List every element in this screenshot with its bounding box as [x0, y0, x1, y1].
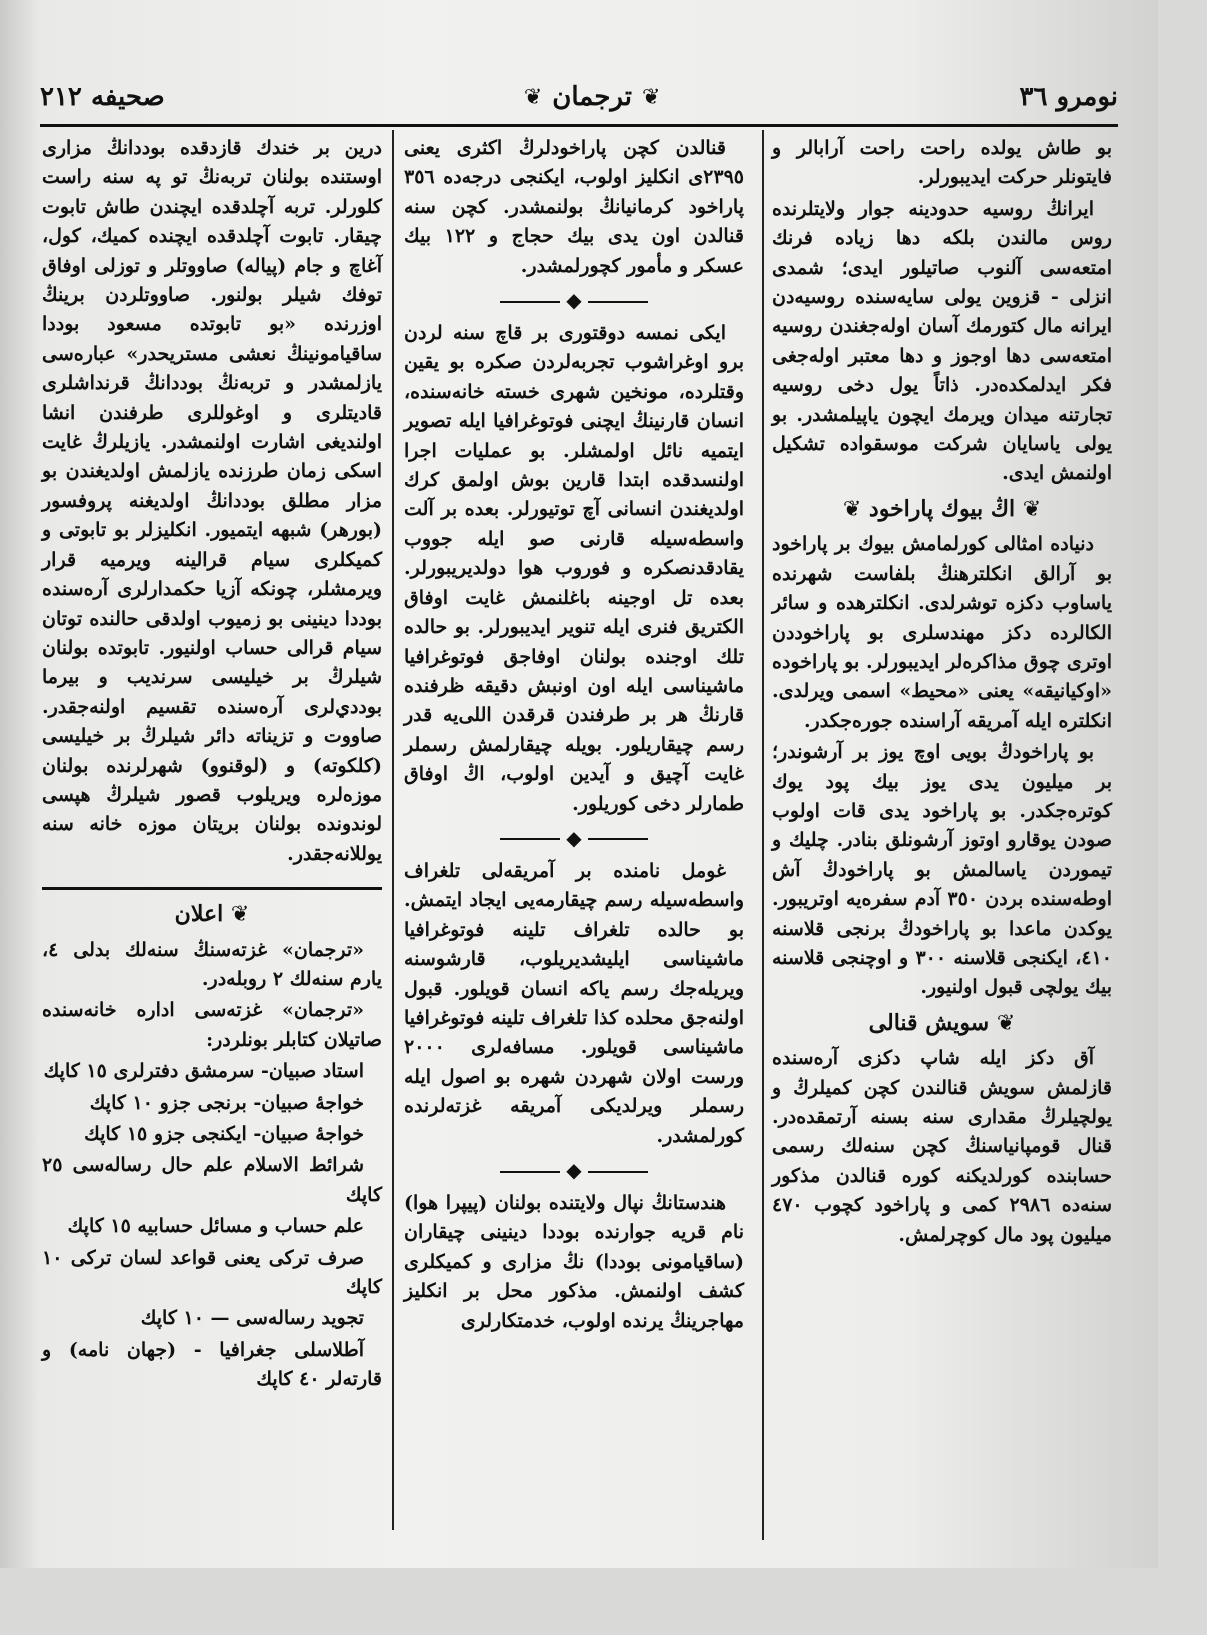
heading-text: سويش قنالی: [868, 1009, 990, 1036]
ad-line: «ترجمان» غزته‌سی اداره خانه‌سنده صاتيلان کتابلر بونلردر:: [42, 999, 382, 1051]
ad-line: استاد صبيان- سرمشق دفترلری ١٥ کاپك: [43, 1060, 364, 1083]
ad-heading: [42, 900, 382, 929]
paragraph: غومل نامنده بر آمريقه‌لی تلغراف واسطه‌سيله رسم چيقارمه‌يی ايجاد ايتمش. بو حالده تلغراف تلينه فوتوغرافيا ماشيناسی ايليشديريلوب، قارشوسنه ويريله‌جك رسم ياکه انسان قويلور. قبول اولنه‌جق محلده کذا تلغراف تلينه فوتوغرافيا ماشيناسی قويلور. مسافه‌لری ٢٠٠٠ ورست اولان شهردن شهره بو اصول ايله رسملر ويرلديکی آمريقه غزته‌لرنده کورلمشدر.: [404, 859, 744, 1147]
ornament-icon: ❦: [523, 84, 543, 110]
ornament-icon: ❦: [996, 1010, 1016, 1036]
issue-number: نومرو ٣٦: [1019, 82, 1118, 112]
article-column-right: [772, 134, 1112, 1252]
paragraph: درين بر خندك قازدقده بوددانڭ مزاری اوستنده بولنان تربه‌نڭ تو په سنه راست کلورلر. تربه آچلدقده ايچندن طاش تابوت چيقار. تابوت آچلدقده ايچنده کميك، کول، آغاچ و جام (پياله) صاووتلر و توزلی اوفاق توفك شيلر بولنور. صاووتلردن برينڭ اوزرنده «بو تابوتده مسعود بوددا ساقيامونينڭ نعشی مستريحدر» عباره‌سی يازلمشدر و تربه‌نڭ بوددانڭ قرنداشلری قاديتلری و اوغوللری طرفندن انشا اولنديغی اشارت اولنمشدر. يازيلرڭ غايت اسکی زمان طرزنده يازلمش اولديغندن بو مزار مطلق بوددانڭ اولديغنه پروفسور (بورهر) شبهه ايتميور. انکليزلر بو تابوتی و کميکلری سيام قرالينه ويرميه قرار ويرمشلر، چونکه آزيا حکمدارلری آره‌سنده بوددا دينينی بو زميوب اولدقی حالنده توتان سيام قرالی حساب اولنيور. تابوتده بولنان شيلرڭ بر خيليسی سرنديب و بيرما بوددي‌لری آره‌سنده تقسيم اولنه‌جقدر. صاووت و تزيناته دائر شيلرڭ بر خيليسی (کلکوته) و (لوقنوو) شهرلرنده بولنان موزه‌لره ويريلوب قصور شيلرڭ هپسی لوندونده بولنان بريتان موزه خانه سنه يوللانه‌جقدر.: [42, 137, 382, 865]
ad-line: علم حساب و مسائل حسابيه ١٥ کاپك: [67, 1215, 364, 1238]
ornament-icon: ❦: [641, 84, 661, 110]
ornament-icon: ❦: [1022, 496, 1042, 522]
paragraph: ايرانڭ روسيه حدودينه جوار ولايتلرنده روس مالندن بلکه دها زياده فرنك امتعه‌سی آلنوب صاتيلور ايدی؛ شمدی انزلی - قزوين يولی سايه‌سنده روسيه‌دن ايرانه مال کتورمك آسان اوله‌جغندن روسيه امتعه‌سی دها اوجوز و دها معتبر اوله‌جغی فکر ايدلمکده‌در. ذاتاً يول دخی روسيه تجارتنه ميدان ويرمك ايچون ياپيلمشدر. بو يولی ياسايان شرکت موسقواده تشکيل اولنمش ايدی.: [772, 197, 1112, 485]
ad-line: «ترجمان» غزته‌سنڭ سنه‌لك بدلی ٤، يارم سنه‌لك ٢ روبله‌در.: [42, 938, 382, 990]
ad-line: تجويد رساله‌سی — ١٠ کاپك: [140, 1307, 364, 1330]
ad-line: خواجهٔ صبيان- برنجی جزو ١٠ کاپك: [89, 1091, 364, 1114]
separator: [404, 1155, 744, 1185]
separator: [404, 823, 744, 853]
paragraph: بو طاش يولده راحت راحت آرابالر و فايتونلر حرکت ايديبورلر.: [772, 137, 1112, 189]
diamond-icon: ◆: [566, 1158, 582, 1182]
ad-line: آطلاسلی جغرافيا - (جهان نامه) و قارته‌لر ٤٠ کاپك: [42, 1338, 382, 1391]
paragraph: دنياده امثالی کورلمامش بيوك بر پاراخود بو آرالق انکلترهنڭ بلفاست شهرنده ياساوب دکزه توشرلدی. انکلترهده و سائر الکالرده دکز مهندسلری بو پاراخوددن اوتری چوق مذاکره‌لر ايديبورلر. بو پاراخوده «اوکيانيقه» يعنی «محيط» اسمی ويرلدی. انکلتره ايله آمريقه آراسنده جوره‌جکدر.: [772, 533, 1112, 732]
advertisement: [42, 887, 382, 1395]
header-rule: [40, 124, 1118, 127]
newspaper-title: ترجمان: [552, 82, 632, 112]
masthead: [524, 82, 661, 112]
heading-text: اڭ بيوك پاراخود: [868, 495, 1016, 522]
section-heading: [772, 495, 1112, 524]
ornament-icon: ❦: [842, 496, 862, 522]
paragraph: ايکی نمسه دوقتوری بر قاچ سنه لردن برو اوغراشوب تجربه‌لردن صکره بو يقين وقتلرده، مونخين شهری خسته خانه‌سنده، انسان قارنينڭ ايچنی فوتوغرافيا ايله تصوير ايتميه نائل اولمشلر. بو عمليات اجرا اولنسدقده ابتدا قارين بوش اولمق کرك اولديغندن انسانی آچ توتيورلر. بعده بر آلت واسطه‌سيله قارنی صو ايله جووب يقادقدنصکره و فوروب هوا دولديريبورلر. بعده تل اوجينه باغلنمش غايت اوفاق الکتريق فنری ايله تنوير ايديبورلر. بو حالده تلك اوجنده بولنان اوفاجق فوتوغرافيا ماشيناسی ايله اون اونبش دقيقه ظرفنده قارنڭ هر بر طرفندن قرقدن اللی‌يه قدر رسم چيقاريلور. بويله چيقارلمش رسملر غايت آچيق و آيدين اولوب، اڭ اوفاق طمارلر دخی کوريلور.: [404, 322, 744, 815]
article-column-middle: [404, 134, 744, 1338]
ad-line: صرف ترکی يعنی قواعد لسان ترکی ١٠ کاپك: [42, 1246, 382, 1299]
column-divider: [392, 130, 394, 1530]
heading-text: اعلان: [174, 901, 224, 928]
paragraph: هندستانڭ نپال ولايتنده بولنان (پيپرا هوا) نام قريه جوارنده بوددا دينينی چيقاران (ساقيامونی بوددا) نڭ مزاری و کميکلری کشف اولنمش. مذکور محل بر انکليز مهاجرينڭ يرنده اولوب، خدمتکارلری: [404, 1192, 744, 1332]
paragraph: آق دکز ايله شاپ دکزی آره‌سنده قازلمش سويش قنالندن کچن کميلرڭ و يولچيلرڭ مقداری سنه بسنه آرتمقده‌در. قنال قومپانياسنڭ کچن سنه‌لك رسمی حسابنده کورلديکنه کوره قنالدن مذکور سنه‌ده ٢٩٨٦ کمی و پاراخود کچوب ٤٧٠ ميليون پود مال کوچرلمش.: [772, 1047, 1112, 1246]
ad-line: شرائط الاسلام علم حال رساله‌سی ٢٥ کاپك: [42, 1154, 382, 1206]
article-column-left: [42, 134, 382, 1397]
ad-line: خواجهٔ صبيان- ايکنجی جزو ١٥ کاپك: [84, 1123, 364, 1145]
page-header: [40, 72, 1118, 122]
diamond-icon: ◆: [566, 825, 582, 850]
ornament-icon: ❦: [230, 902, 250, 928]
separator: [404, 285, 744, 315]
paragraph: بو پاراخودڭ بويی اوچ يوز بر آرشوندر؛ بر ميليون يدی يوز بيك پود يوك کوتره‌جکدر. بو پاراخود يدی قات اولوب صودن يوقارو اوتوز آرشونلق بنادر. چليك و تيموردن ياسالمش بو پاراخودڭ آش اوطه‌سنده بردن ٣٥٠ آدم سفره‌يه اوتريبور. يوکدن ماعدا بو پاراخودڭ برنجی قلاسنه ٤١٠، ايکنجی قلاسنه ٣٠٠ و اوچنجی قلاسنه بيك يولچی قبول اولنيور.: [772, 741, 1112, 999]
column-divider: [762, 130, 764, 1540]
section-heading: [772, 1009, 1112, 1038]
paragraph: قنالدن کچن پاراخودلرڭ اکثری يعنی ٢٣٩٥ی انکليز اولوب، ايکنجی درجه‌ده ٣٥٦ پاراخود کرمانيانڭ بولنمشدر. کچن سنه قنالدن اون يدی بيك حجاج و ١٢٢ بيك عسکر و مأمور کچورلمشدر.: [404, 137, 744, 277]
diamond-icon: ◆: [566, 288, 582, 313]
page-number: صحيفه ٢١٢: [40, 82, 165, 112]
